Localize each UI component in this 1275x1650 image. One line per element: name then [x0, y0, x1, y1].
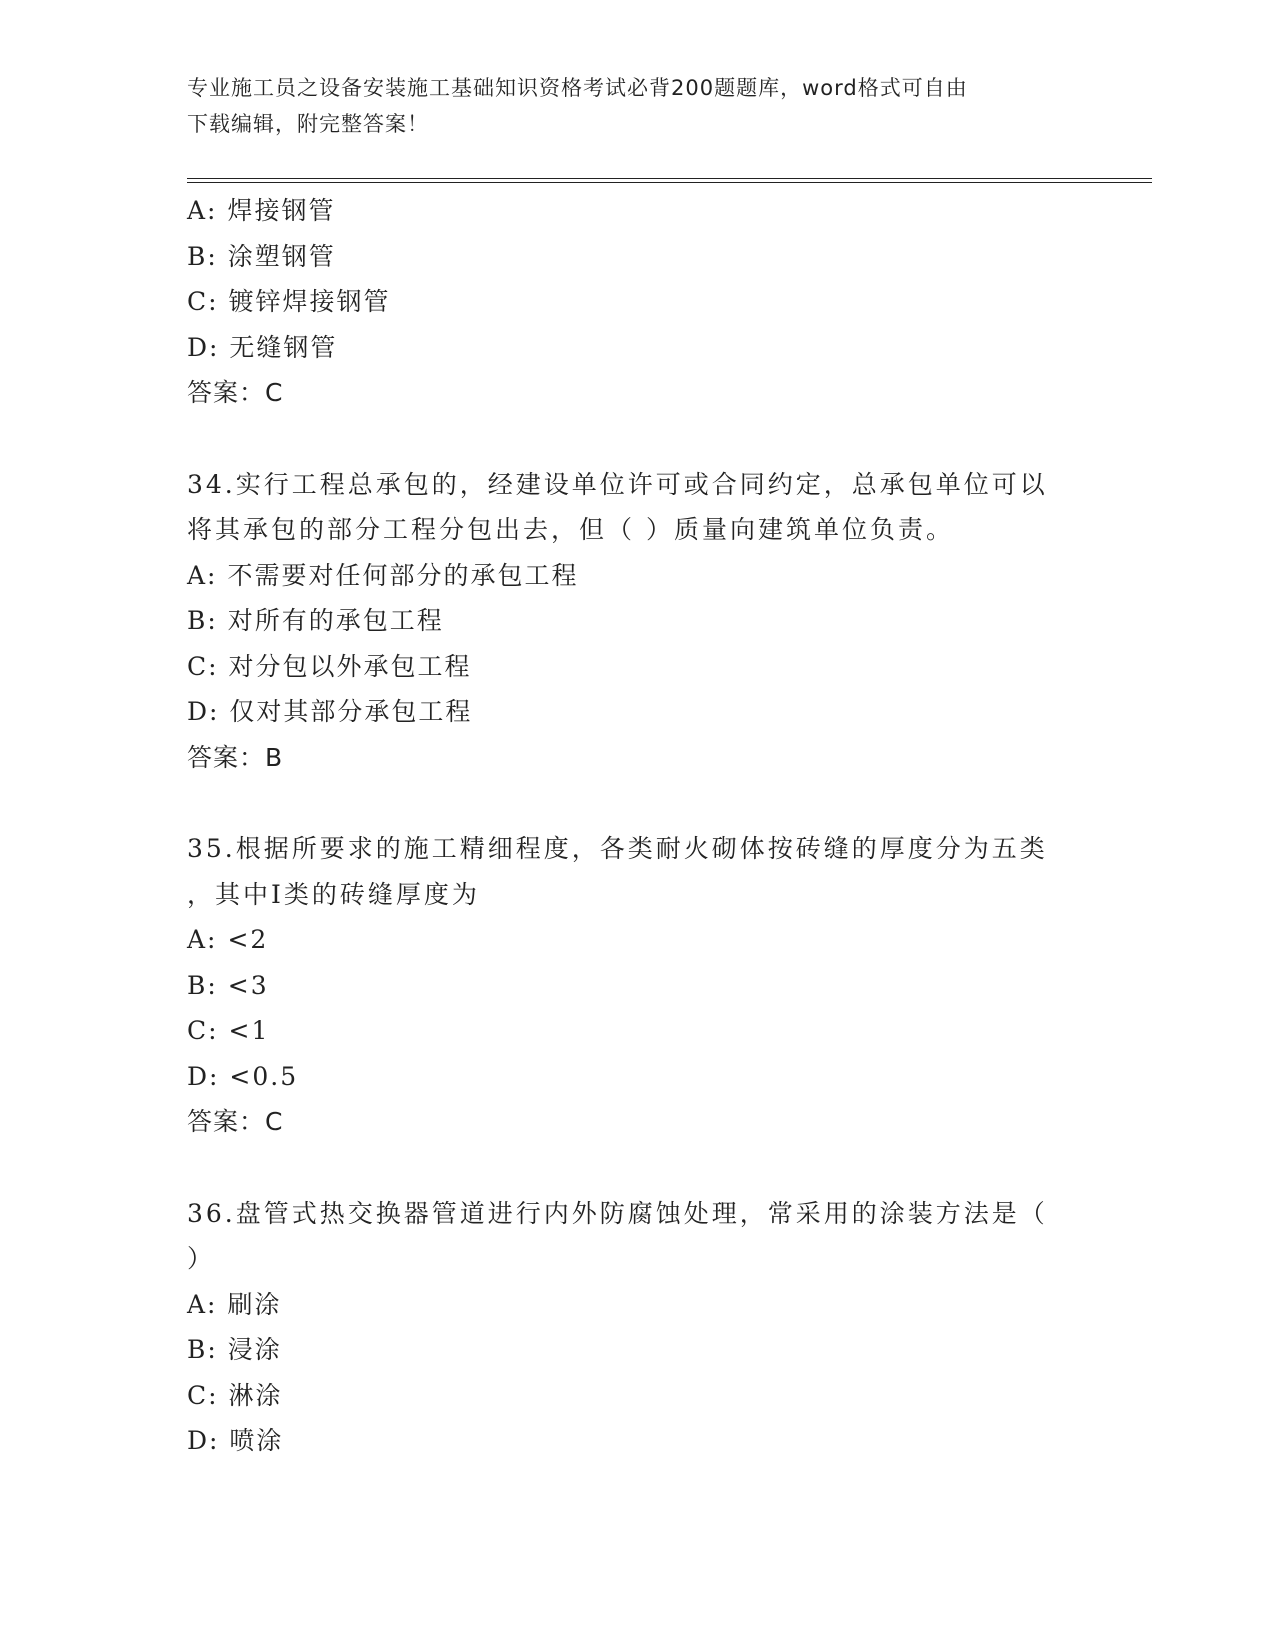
option-b: B: 对所有的承包工程 [187, 606, 444, 635]
option-c: C: 镀锌焊接钢管 [187, 287, 391, 316]
answer-label: 答案：B [187, 742, 284, 772]
header-line-2: 下载编辑，附完整答案！ [187, 112, 429, 136]
option-a: A: 不需要对任何部分的承包工程 [187, 560, 579, 590]
document-header [187, 70, 1067, 142]
question-text-line-2: ，其中Ⅰ类的砖缝厚度为 [187, 879, 480, 909]
header-line-1: 专业施工员之设备安装施工基础知识资格考试必背200题题库，word格式可自由 [187, 76, 968, 100]
option-d: D: <0.5 [187, 1061, 299, 1091]
option-d: D: 仅对其部分承包工程 [187, 697, 473, 726]
question-text-line-1: 35.根据所要求的施工精细程度，各类耐火砌体按砖缝的厚度分为五类 [187, 834, 1048, 863]
option-c: C: 对分包以外承包工程 [187, 651, 472, 681]
option-c: C: 淋涂 [187, 1380, 283, 1410]
question-33-tail [187, 188, 1087, 416]
question-36 [187, 1191, 1087, 1464]
question-35 [187, 826, 1087, 1145]
answer-label: 答案：C [187, 1107, 284, 1136]
question-text-line-1: 36.盘管式热交换器管道进行内外防腐蚀处理，常采用的涂装方法是（ [187, 1198, 1048, 1228]
question-text-line-1: 34.实行工程总承包的，经建设单位许可或合同约定，总承包单位可以 [187, 469, 1048, 499]
option-b: B: 涂塑钢管 [187, 241, 336, 271]
question-text-line-2: 将其承包的部分工程分包出去，但（ ）质量向建筑单位负责。 [187, 515, 954, 544]
answer-label: 答案：C [187, 378, 284, 407]
option-b: B: 浸涂 [187, 1335, 282, 1364]
question-text-line-2: ） [187, 1244, 216, 1273]
question-list [187, 188, 1087, 1464]
option-a: A: 刷涂 [187, 1289, 282, 1319]
option-c: C: <1 [187, 1016, 270, 1045]
option-d: D: 无缝钢管 [187, 332, 338, 362]
header-divider [187, 178, 1152, 183]
question-34 [187, 462, 1087, 781]
option-a: A: 焊接钢管 [187, 196, 336, 225]
option-a: A: <2 [187, 925, 269, 954]
option-d: D: 喷涂 [187, 1426, 284, 1455]
option-b: B: <3 [187, 970, 269, 1000]
